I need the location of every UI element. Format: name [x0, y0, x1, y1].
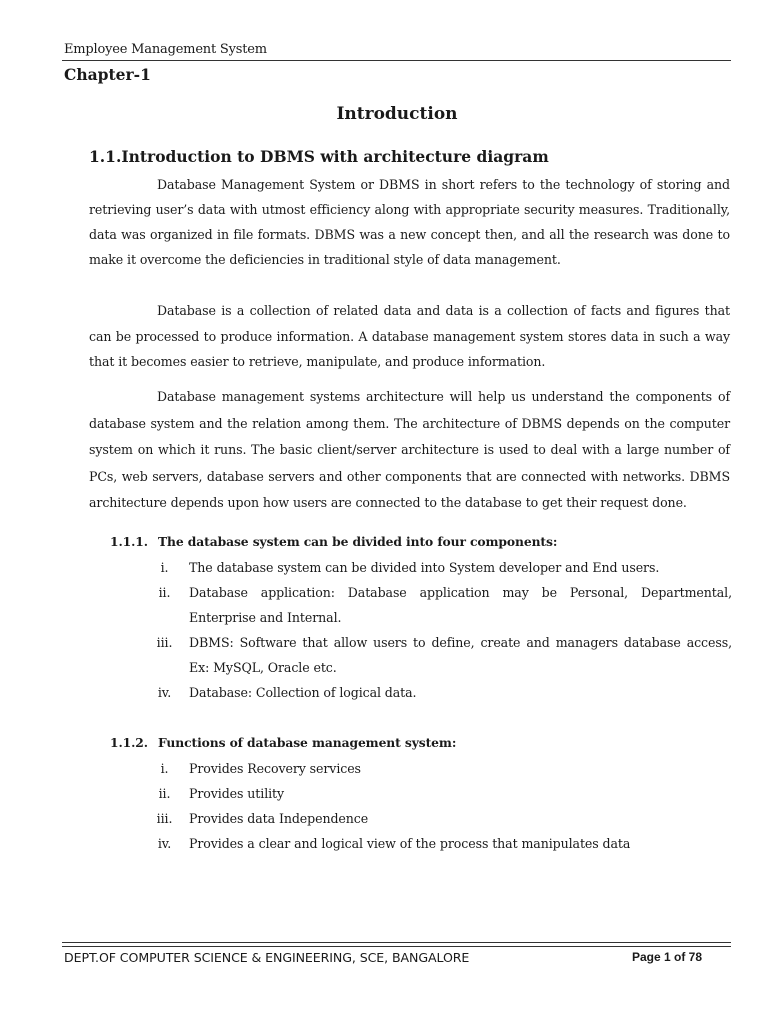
subsection-number: 1.1.2. — [110, 735, 148, 750]
list-item — [140, 756, 732, 781]
list-item — [140, 580, 732, 630]
paragraph-2: Database is a collection of related data and data is a collection of facts and figures that can be processed to produce information. A database management system stores data in such a way that it becomes easier to retrieve, manipulate, and produce information. — [89, 303, 730, 369]
list-item — [140, 680, 732, 705]
list-item — [140, 806, 732, 831]
list-item-number: ii. — [158, 585, 171, 600]
list-item-number: i. — [160, 560, 169, 575]
page-number: Page 1 of 78 — [632, 950, 703, 964]
footer-department: DEPT.OF COMPUTER SCIENCE & ENGINEERING, SCE, BANGALORE — [64, 950, 470, 965]
footer-divider — [62, 942, 731, 943]
header-divider — [62, 60, 731, 61]
list-item — [140, 781, 732, 806]
chapter-label: Chapter-1 — [64, 65, 151, 84]
subsection-heading-functions — [110, 735, 456, 750]
list-item-text: Database: Collection of logical data. — [189, 685, 417, 700]
subsection-title: The database system can be divided into four components: — [158, 534, 558, 549]
list-item-text: Provides utility — [189, 786, 285, 801]
list-item-number: iii. — [156, 635, 173, 650]
list-item-number: ii. — [158, 786, 171, 801]
list-item-number: iv. — [157, 685, 172, 700]
page-title: Introduction — [336, 104, 458, 124]
list-item-number: i. — [160, 761, 169, 776]
list-item-text: The database system can be divided into System developer and End users. — [189, 560, 660, 575]
list-item-text: Provides Recovery services — [189, 761, 361, 776]
list-item-number: iv. — [157, 836, 172, 851]
functions-list — [140, 756, 732, 856]
components-list — [140, 555, 732, 705]
list-item-text: DBMS: Software that allow users to define, create and managers database access, Ex: MySQL, Oracle etc. — [189, 635, 732, 675]
subsection-number: 1.1.1. — [110, 534, 148, 549]
list-item-text: Database application: Database application may be Personal, Departmental, Enterprise and Internal. — [189, 585, 732, 625]
paragraph-1: Database Management System or DBMS in short refers to the technology of storing and retrieving user’s data with utmost efficiency along with appropriate security measures. Traditionally, data was organized in file formats. DBMS was a new concept then, and all the research was done to make it overcome the deficiencies in traditional style of data management. — [89, 177, 730, 267]
list-item-text: Provides a clear and logical view of the process that manipulates data — [189, 836, 631, 851]
subsection-title: Functions of database management system: — [158, 735, 457, 750]
running-header: Employee Management System — [64, 42, 267, 57]
section-heading: 1.1.Introduction to DBMS with architecture diagram — [89, 147, 549, 166]
list-item — [140, 831, 732, 856]
subsection-heading-components — [110, 534, 557, 549]
list-item-number: iii. — [156, 811, 173, 826]
paragraph-3: Database management systems architecture will help us understand the components of database system and the relation among them. The architecture of DBMS depends on the computer system on which it runs. The basic client/server architecture is used to deal with a large number of PCs, web servers, database servers and other components that are connected with networks. DBMS architecture depends upon how users are connected to the database to get their request done. — [89, 389, 730, 510]
list-item-text: Provides data Independence — [189, 811, 369, 826]
list-item — [140, 630, 732, 680]
footer-divider-thin — [62, 946, 731, 947]
list-item — [140, 555, 732, 580]
